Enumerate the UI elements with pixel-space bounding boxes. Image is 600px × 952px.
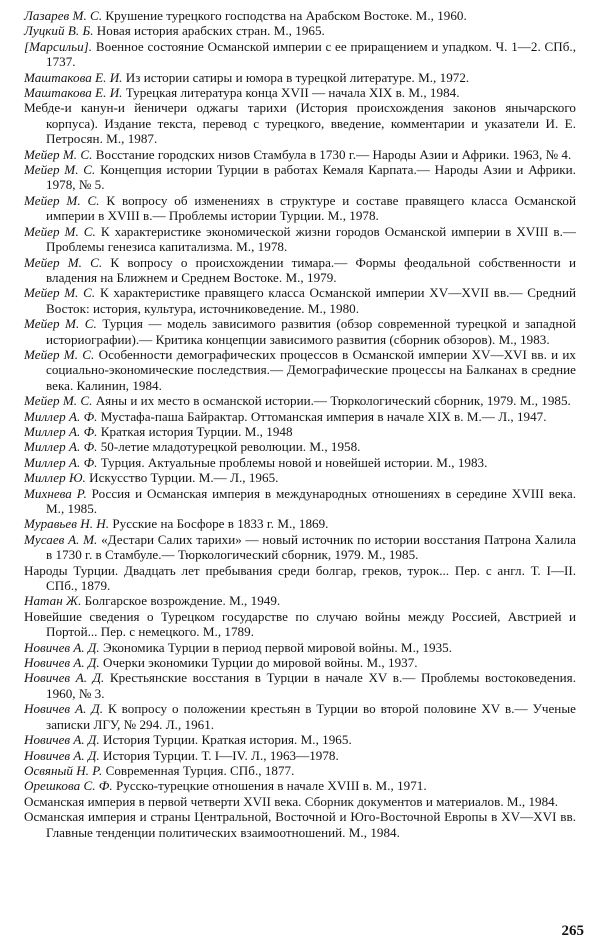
entry-text: Искусство Турции. М.— Л., 1965. (89, 470, 279, 486)
entry-text: Османская империя и страны Центральной, Восточной и Юго-Восточной Европы в XV—XVI вв. Главные тенденции политических взаимоотношений. М., 1984. (24, 809, 576, 840)
bibliography-entry (24, 193, 576, 224)
entry-text: Современная Турция. СПб., 1877. (105, 762, 295, 778)
entry-author: Мейер М. С. (24, 192, 100, 208)
bibliography-entry (24, 23, 576, 38)
entry-text: История Турции. Краткая история. М., 1965. (102, 732, 352, 748)
entry-text: Восстание городских низов Стамбула в 1730 г.— Народы Азии и Африки. 1963, № 4. (95, 146, 572, 162)
entry-author: Новичев А. Д. (24, 670, 105, 686)
bibliography-entry (24, 532, 576, 563)
entry-author: Лазарев М. С. (24, 8, 103, 23)
entry-author: Мусаев А. М. (24, 531, 98, 547)
entry-text: Османская империя в первой четверти XVII века. Сборник документов и материалов. М., 1984. (24, 793, 559, 809)
bibliography-entry (24, 162, 576, 193)
entry-text: Из истории сатиры и юмора в турецкой литературе. М., 1972. (125, 69, 470, 85)
bibliography-entry (24, 70, 576, 85)
entry-text: Турция. Актуальные проблемы новой и новейшей истории. М., 1983. (100, 454, 488, 470)
bibliography-entry (24, 285, 576, 316)
entry-text: К вопросу об изменениях в структуре и составе правящего класса Османской империи в XVIII в.— Проблемы истории Турции. М., 1978. (46, 192, 576, 224)
entry-author: Миллер А. Ф. (24, 454, 98, 470)
entry-author: Мейер М. С. (24, 223, 96, 239)
entry-author: Михнева Р. (24, 485, 87, 501)
bibliography-entry (24, 640, 576, 655)
entry-text: Народы Турции. Двадцать лет пребывания среди болгар, греков, турок... Пер. с англ. Т. I—II. СПб., 1879. (24, 562, 576, 594)
bibliography-entry (24, 8, 576, 23)
bibliography-entry (24, 316, 576, 347)
entry-text: К вопросу о положении крестьян в Турции во второй половине XV в.— Ученые записки ЛГУ, № 294. Л., 1961. (46, 701, 576, 732)
bibliography-list (24, 8, 576, 840)
bibliography-entry (24, 409, 576, 424)
entry-text: Турецкая литература конца XVII — начала XIX в. М., 1984. (125, 85, 460, 101)
bibliography-entry (24, 424, 576, 439)
entry-text: «Дестари Салих тарихи» — новый источник по истории восстания Патрона Халила в 1730 г. в Стамбуле.— Тюркологический сборник, 1979. М., 1985. (46, 531, 576, 563)
entry-text: Новейшие сведения о Турецком государстве по случаю войны между Россией, Австрией и Портой... Пер. с немецкого. М., 1789. (24, 608, 576, 640)
bibliography-page (24, 8, 576, 944)
entry-text: Аяны и их место в османской истории.— Тюркологический сборник, 1979. М., 1985. (95, 393, 571, 409)
entry-text: Крушение турецкого господства на Арабском Востоке. М., 1960. (105, 8, 467, 23)
entry-text: Особенности демографических процессов в Османской империи XV—XVI вв. и их социально-экономические последствия.— Демографические процессы на Балканах в средние века. Калинин, 1984. (46, 346, 576, 393)
entry-author: Муравьев Н. Н. (24, 516, 110, 532)
entry-text: Мустафа-паша Байрактар. Оттоманская империя в начале XIX в. М.— Л., 1947. (100, 408, 547, 424)
bibliography-entry (24, 486, 576, 517)
entry-text: Турция — модель зависимого развития (обзор современной турецкой и западной историографии).— Критика концепции зависимого развития (сборник обзоров). М., 1983. (46, 316, 576, 347)
entry-text: Экономика Турции в период первой мировой войны. М., 1935. (102, 639, 453, 655)
bibliography-entry (24, 255, 576, 286)
entry-author: Натан Ж. (24, 593, 82, 609)
bibliography-entry (24, 670, 576, 701)
entry-text: Концепция истории Турции в работах Кемаля Карпата.— Народы Азии и Африки. 1978, № 5. (46, 162, 576, 193)
bibliography-entry (24, 347, 576, 393)
entry-author: Мейер М. С. (24, 346, 95, 362)
bibliography-entry (24, 701, 576, 732)
entry-author: Мейер М. С. (24, 393, 93, 409)
entry-author: Миллер Ю. (24, 470, 86, 486)
entry-text: Крестьянские восстания в Турции в начале XV в.— Проблемы востоковедения. 1960, № 3. (46, 670, 576, 701)
entry-author: Орешкова С. Ф. (24, 778, 113, 794)
entry-author: Миллер А. Ф. (24, 423, 98, 439)
page-number: 265 (561, 923, 584, 939)
entry-author: [Марсильи]. (24, 38, 93, 54)
entry-text: История Турции. Т. I—IV. Л., 1963—1978. (102, 747, 339, 763)
bibliography-entry (24, 748, 576, 763)
entry-text: Очерки экономики Турции до мировой войны. М., 1937. (102, 655, 418, 671)
entry-author: Миллер А. Ф. (24, 408, 98, 424)
entry-author: Новичев А. Д. (24, 732, 100, 748)
entry-author: Миллер А. Ф. (24, 439, 98, 455)
entry-text: Россия и Османская империя в международных отношениях в середине XVIII века. М., 1985. (46, 485, 576, 516)
bibliography-entry (24, 516, 576, 531)
entry-author: Новичев А. Д. (24, 639, 100, 655)
bibliography-entry (24, 439, 576, 454)
entry-text: К характеристике экономической жизни городов Османской империи в XVIII в.— Проблемы генезиса капитализма. М., 1978. (46, 223, 577, 255)
entry-text: Русские на Босфоре в 1833 г. М., 1869. (112, 516, 329, 532)
entry-text: Новая история арабских стран. М., 1965. (96, 23, 325, 39)
entry-text: 50-летие младотурецкой революции. М., 1958. (100, 439, 361, 455)
bibliography-entry (24, 778, 576, 793)
bibliography-entry (24, 393, 576, 408)
entry-text: Краткая история Турции. М., 1948 (100, 423, 293, 439)
bibliography-entry (24, 455, 576, 470)
bibliography-entry (24, 147, 576, 162)
bibliography-entry (24, 809, 576, 840)
bibliography-entry (24, 593, 576, 608)
bibliography-entry (24, 609, 576, 640)
entry-author: Мейер М. С. (24, 316, 97, 332)
entry-text: Болгарское возрождение. М., 1949. (84, 593, 281, 609)
bibliography-entry (24, 85, 576, 100)
entry-text: К вопросу о происхождении тимара.— Формы феодальной собственности и владения на Ближнем и Среднем Востоке. М., 1979. (46, 254, 576, 285)
entry-author: Маштакова Е. И. (24, 69, 123, 85)
entry-author: Мейер М. С. (24, 146, 93, 162)
bibliography-entry (24, 224, 576, 255)
entry-text: Военное состояние Османской империи с ее приращением и упадком. Ч. 1—2. СПб., 1737. (46, 38, 577, 70)
bibliography-entry (24, 655, 576, 670)
entry-text: К характеристике правящего класса Османской империи XV—XVII вв.— Средний Восток: история, культура, источниковедение. М., 1980. (46, 285, 577, 316)
entry-author: Мейер М. С. (24, 254, 103, 270)
entry-text: Русско-турецкие отношения в начале XVIII в. М., 1971. (115, 778, 427, 794)
entry-author: Новичев А. Д. (24, 701, 103, 717)
bibliography-entry (24, 100, 576, 146)
bibliography-entry (24, 732, 576, 747)
entry-author: Маштакова Е. И. (24, 85, 123, 101)
bibliography-entry (24, 794, 576, 809)
bibliography-entry (24, 763, 576, 778)
entry-author: Новичев А. Д. (24, 655, 100, 671)
bibliography-entry (24, 563, 576, 594)
entry-author: Освяный Н. Р. (24, 762, 103, 778)
entry-text: Мебде-и канун-и йеничери оджагы тарихи (История происхождения законов янычарского корпуса). Издание текста, перевод с турецкого, введение, комментарии и указатели И. Е. Петросян. М., 1987. (24, 100, 576, 147)
entry-author: Новичев А. Д. (24, 747, 100, 763)
entry-author: Луцкий В. Б. (24, 23, 94, 39)
bibliography-entry (24, 39, 576, 70)
entry-author: Мейер М. С. (24, 162, 96, 178)
bibliography-entry (24, 470, 576, 485)
entry-author: Мейер М. С. (24, 285, 96, 301)
